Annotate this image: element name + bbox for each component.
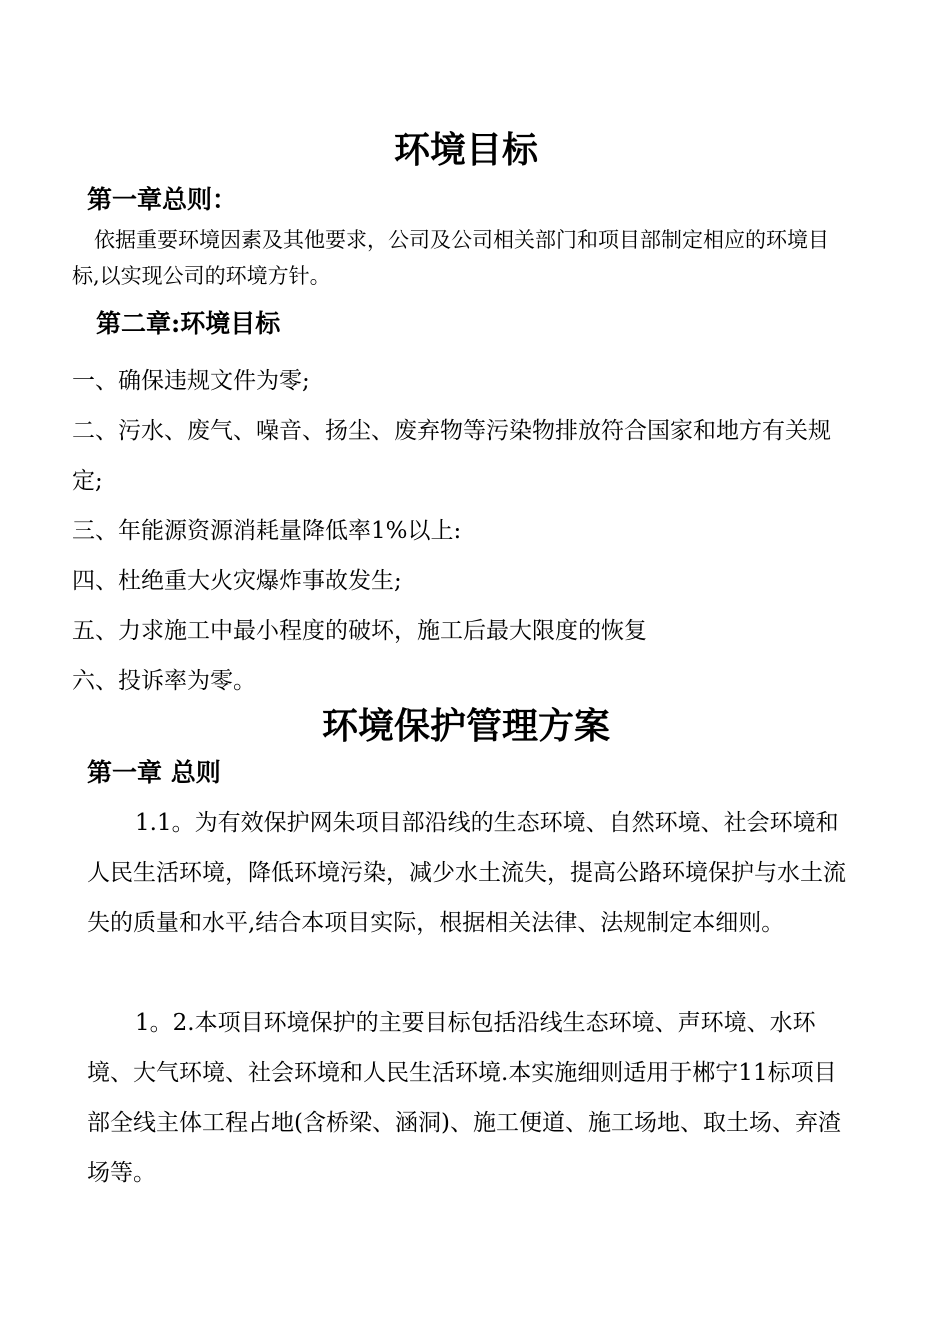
goal-item: 一、确保违规文件为零; bbox=[72, 368, 310, 394]
goal-item: 五、力求施工中最小程度的破坏，施工后最大限度的恢复 bbox=[72, 618, 647, 644]
goals-chapter1-text: 依据重要环境因素及其他要求，公司及公司相关部门和项目部制定相应的环境目标,以实现公司的环境方针。 bbox=[72, 228, 829, 288]
goals-title: 环境目标 bbox=[393, 129, 538, 171]
goal-item: 二、污水、废气、噪音、扬尘、废弃物等污染物排放符合国家和地方有关规定; bbox=[72, 418, 831, 494]
goal-item: 六、投诉率为零。 bbox=[72, 668, 256, 694]
plan-chapter1-heading: 第一章 总则 bbox=[87, 758, 221, 787]
goal-item: 四、杜绝重大火灾爆炸事故发生; bbox=[72, 568, 402, 594]
plan-paragraph-1-2: 1。2.本项目环境保护的主要目标包括沿线生态环境、声环境、水环境、大气环境、社会环境和人民生活环境.本实施细则适用于郴宁11标项目部全线主体工程占地(含桥梁、涵洞)、施工便道、施工场地、取土场、弃渣场等。 bbox=[87, 1010, 841, 1186]
plan-paragraph-1-1: 1.1。为有效保护网朱项目部沿线的生态环境、自然环境、社会环境和人民生活环境，降低环境污染，减少水土流失，提高公路环境保护与水土流失的质量和水平,结合本项目实际，根据相关法律、法规制定本细则。 bbox=[87, 810, 846, 936]
goals-chapter1-heading: 第一章总则： bbox=[87, 185, 238, 214]
goals-list bbox=[72, 356, 847, 706]
goals-chapter2-heading: 第二章:环境目标 bbox=[96, 309, 281, 338]
plan-title: 环境保护管理方案 bbox=[321, 705, 610, 747]
goal-item: 三、年能源资源消耗量降低率1%以上: bbox=[72, 518, 462, 544]
